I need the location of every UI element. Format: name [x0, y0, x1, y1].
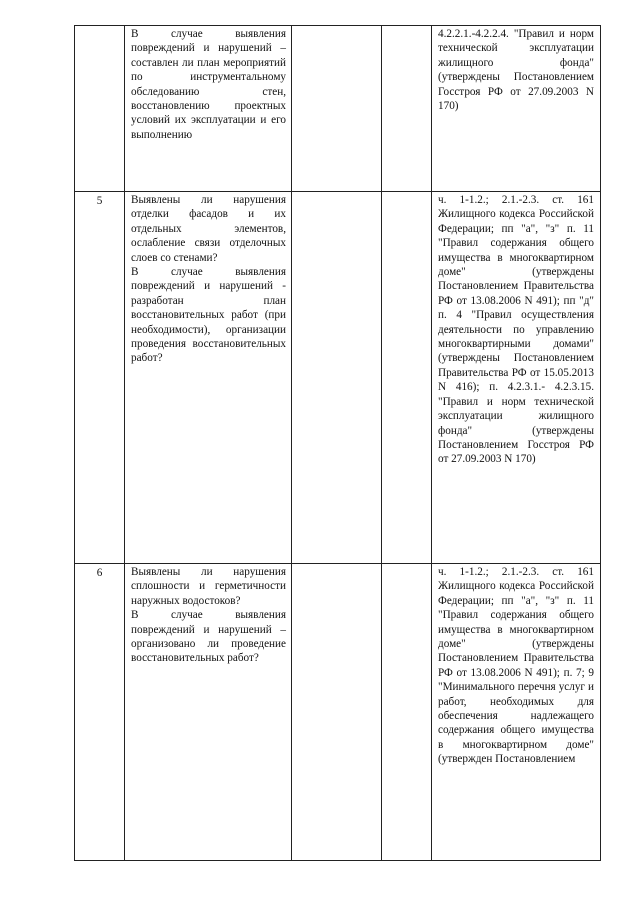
- row-number-cell: [75, 564, 125, 861]
- reference-cell: [432, 564, 601, 861]
- question-cell: [125, 564, 292, 861]
- question-text: В случае выявления повреждений и нарушений – составлен ли план мероприятий по инструментальному обследованию стен, восстановлению проектных условий их эксплуатации и его выполнению: [131, 28, 286, 141]
- reference-text: ч. 1-1.2.; 2.1.-2.3. ст. 161 Жилищного кодекса Российской Федерации; пп "а", "з" п. 11 "Правил содержания общего имущества в многоквартирном доме" (утверждены Постановлением Правительства РФ от 13.08.2006 N 491); пп "д" п. 4 "Правил осуществления деятельности по управлению многоквартирными домами" (утверждены Постановлением Правительства РФ от 15.05.2013 N 416); п. 4.2.3.1.- 4.2.3.15. "Правил и норм технической эксплуатации жилищного фонда" (утверждены Постановлением Госстроя РФ от 27.09.2003 N 170): [438, 194, 594, 466]
- empty-cell: [382, 564, 432, 861]
- question-text: Выявлены ли нарушения сплошности и герметичности наружных водостоков? В случае выявления повреждений и нарушений – организовано ли проведение восстановительных работ?: [131, 566, 286, 665]
- empty-cell: [382, 192, 432, 564]
- reference-text: ч. 1-1.2.; 2.1.-2.3. ст. 161 Жилищного кодекса Российской Федерации; пп "а", "з" п. 11 "Правил содержания общего имущества в многоквартирном доме" (утверждены Постановлением Правительства РФ от 13.08.2006 N 491); п. 7; 9 "Минимального перечня услуг и работ, необходимых для обеспечения надлежащего содержания общего имущества в многоквартирном доме" (утвержден Постановлением: [438, 566, 594, 766]
- row-number: 6: [96, 567, 103, 579]
- empty-cell: [292, 564, 382, 861]
- table-row: [75, 192, 601, 564]
- empty-cell: [292, 192, 382, 564]
- reference-cell: [432, 26, 601, 192]
- empty-cell: [382, 26, 432, 192]
- row-number: 5: [96, 195, 103, 207]
- empty-cell: [292, 26, 382, 192]
- reference-text: 4.2.2.1.-4.2.2.4. "Правил и норм технической эксплуатации жилищного фонда" (утверждены Постановлением Госстроя РФ от 27.09.2003 N 170): [438, 28, 594, 113]
- row-number-cell: [75, 26, 125, 192]
- requirements-table: [74, 25, 601, 861]
- question-cell: [125, 192, 292, 564]
- row-number-cell: [75, 192, 125, 564]
- reference-cell: [432, 192, 601, 564]
- table-row: [75, 564, 601, 861]
- question-text: Выявлены ли нарушения отделки фасадов и их отдельных элементов, ослабление связи отделочных слоев со стенами? В случае выявления повреждений и нарушений - разработан план восстановительных работ (при необходимости), организации проведения восстановительных работ?: [131, 194, 286, 365]
- question-cell: [125, 26, 292, 192]
- table-row: [75, 26, 601, 192]
